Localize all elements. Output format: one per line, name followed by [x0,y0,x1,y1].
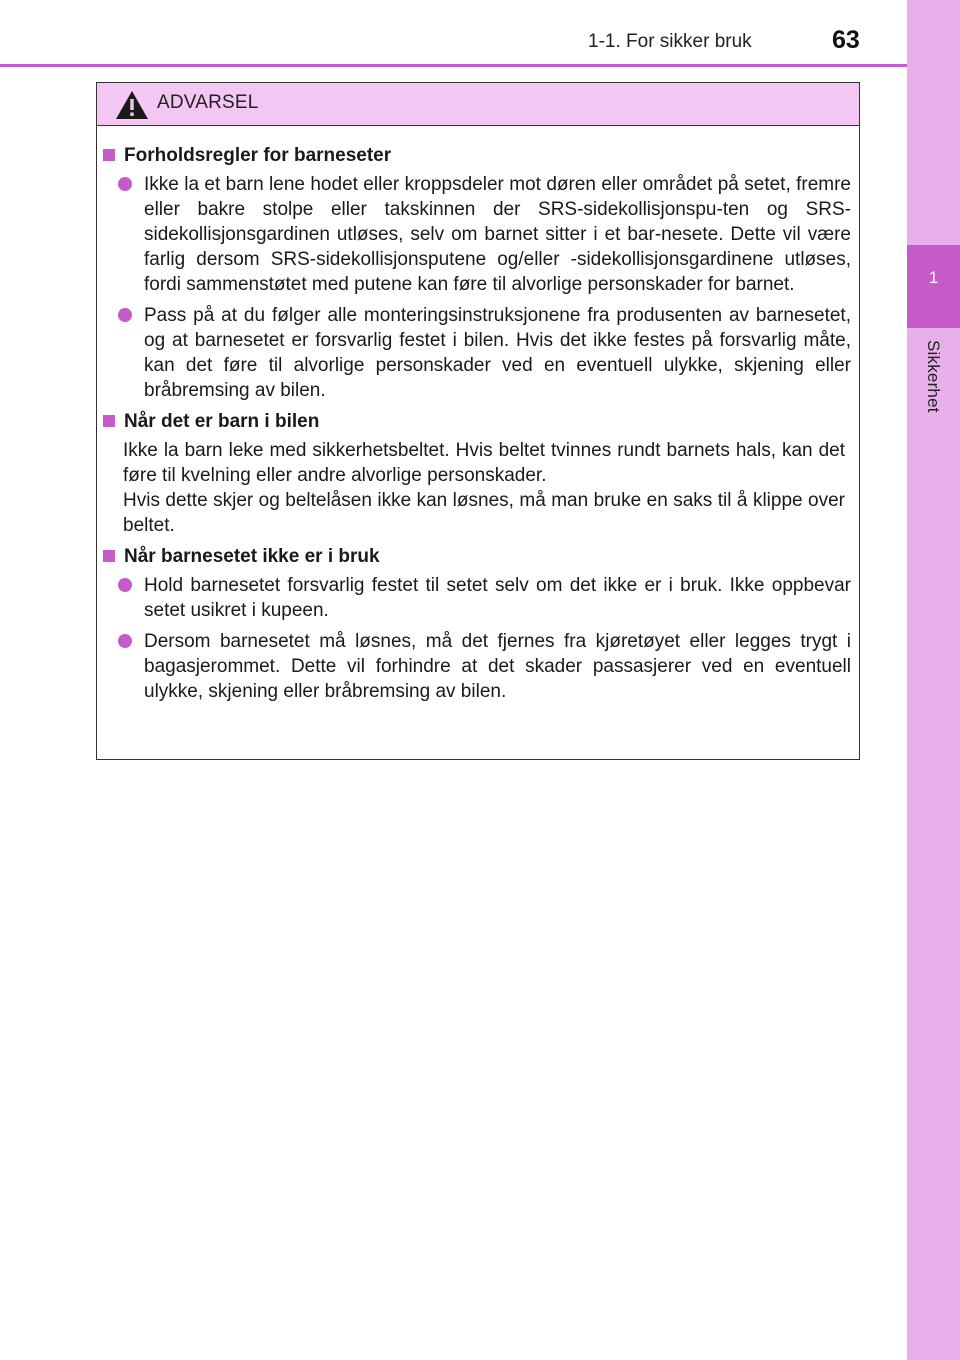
section-heading-text: Forholdsregler for barneseter [124,145,392,166]
list-item [97,172,859,297]
warning-body [97,143,859,710]
list-item-text: Ikke la et barn lene hodet eller kroppsdeler mot døren eller området på setet, fremre eller bakre stolpe eller takskinnen der SRS-sidekollisjonspu-ten og SRS-sidekollisjonsgardinen utløses, selv om barnet sitter i et bar-nesete. Dette vil være farlig dersom SRS-sidekollisjonsputene og/eller -sidekollisjonsgardinene utløses, fordi sammenstøtet med putene kan føre til alvorlige personskader for barnet. [144,174,851,295]
square-bullet-icon [103,415,115,427]
round-bullet-icon [118,177,132,191]
side-tab-strip [907,0,960,1360]
list-item [97,303,859,403]
header-rule [0,64,907,67]
section-heading [97,544,859,569]
section-heading-text: Når det er barn i bilen [124,411,320,432]
section-heading-text: Når barnesetet ikke er i bruk [124,546,380,567]
round-bullet-icon [118,308,132,322]
warning-header [97,83,859,126]
paragraph: Ikke la barn leke med sikkerhetsbeltet. Hvis beltet tvinnes rundt barnets hals, kan det føre til kvelning eller andre alvorlige personskader. [123,440,845,486]
section-title: 1-1. For sikker bruk [588,31,752,52]
list-item-text: Dersom barnesetet må løsnes, må det fjernes fra kjøretøyet eller legges trygt i bagasjerommet. Dette vil forhindre at det skader passasjerer ved en eventuell ulykke, skjening eller bråbremsing av bilen. [144,631,851,702]
square-bullet-icon [103,149,115,161]
section-heading [97,143,859,168]
list-item [97,573,859,623]
list-item [97,629,859,704]
chapter-number: 1 [928,268,939,287]
warning-title: ADVARSEL [157,92,259,113]
list-item-text: Hold barnesetet forsvarlig festet til setet selv om det ikke er i bruk. Ikke oppbevar setet usikret i kupeen. [144,575,851,621]
chapter-label: Sikkerhet [924,340,943,413]
round-bullet-icon [118,634,132,648]
list-item-text: Pass på at du følger alle monteringsinstruksjonene fra produsenten av barnesetet, og at barnesetet er forsvarlig festet i bilen. Hvis det ikke festes på forsvarlig måte, kan det føre til alvorlige personskader ved en eventuell ulykke, skjening eller bråbremsing av bilen. [144,305,851,401]
warning-box [96,82,860,760]
paragraph: Hvis dette skjer og beltelåsen ikke kan løsnes, må man bruke en saks til å klippe over beltet. [123,490,845,536]
square-bullet-icon [103,550,115,562]
warning-triangle-icon [115,90,149,120]
section-heading [97,409,859,434]
round-bullet-icon [118,578,132,592]
page-number: 63 [832,26,860,54]
